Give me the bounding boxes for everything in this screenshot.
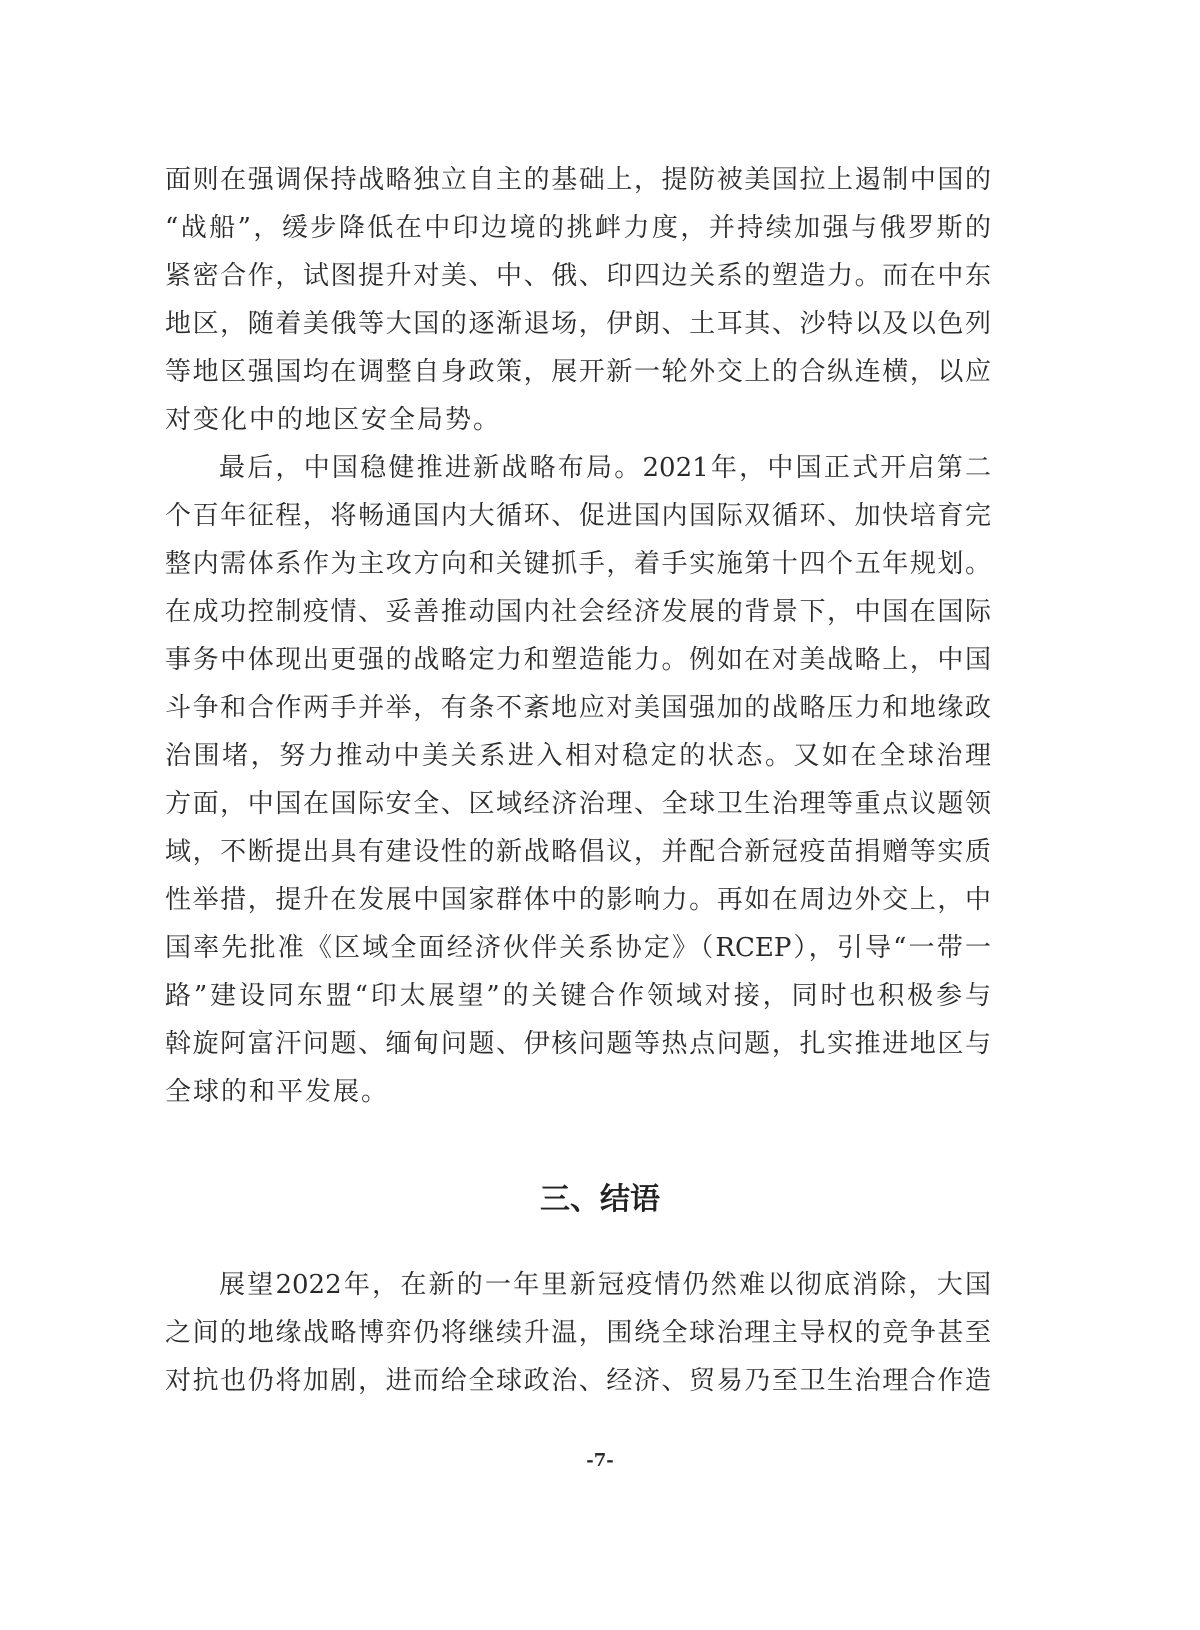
text-line: 斡旋阿富汗问题、缅甸问题、伊核问题等热点问题，扎实推进地区与 — [165, 1029, 991, 1059]
text-line: 等地区强国均在调整自身政策，展开新一轮外交上的合纵连横，以应 — [165, 357, 991, 387]
text-line: 域，不断提出具有建设性的新战略倡议，并配合新冠疫苗捐赠等实质 — [165, 837, 991, 867]
text-line: 治围堵，努力推动中美关系进入相对稳定的状态。又如在全球治理 — [165, 741, 991, 771]
text-line: 之间的地缘战略博弈仍将继续升温，围绕全球治理主导权的竞争甚至 — [165, 1318, 991, 1348]
text-line: 最后，中国稳健推进新战略布局。2021年，中国正式开启第二 — [219, 453, 991, 483]
text-line: 对变化中的地区安全局势。 — [165, 405, 502, 435]
text-line: 个百年征程，将畅通国内大循环、促进国内国际双循环、加快培育完 — [165, 501, 991, 531]
text-line: 在成功控制疫情、妥善推动国内社会经济发展的背景下，中国在国际 — [165, 597, 991, 627]
text-line: 国率先批准《区域全面经济伙伴关系协定》（RCEP），引导“一带一 — [165, 933, 991, 963]
text-line: 斗争和合作两手并举，有条不紊地应对美国强加的战略压力和地缘政 — [165, 693, 991, 723]
page-number: -7- — [586, 1450, 614, 1471]
text-line: 全球的和平发展。 — [165, 1077, 390, 1107]
text-line: 面则在强调保持战略独立自主的基础上，提防被美国拉上遏制中国的 — [165, 165, 991, 195]
text-line: 方面，中国在国际安全、区域经济治理、全球卫生治理等重点议题领 — [165, 789, 991, 819]
text-line: “战船”，缓步降低在中印边境的挑衅力度，并持续加强与俄罗斯的 — [165, 213, 991, 243]
text-line: 紧密合作，试图提升对美、中、俄、印四边关系的塑造力。而在中东 — [165, 261, 991, 291]
text-line: 路”建设同东盟“印太展望”的关键合作领域对接，同时也积极参与 — [165, 981, 991, 1011]
text-line: 展望2022年，在新的一年里新冠疫情仍然难以彻底消除，大国 — [219, 1270, 991, 1300]
text-line: 整内需体系作为主攻方向和关键抓手，着手实施第十四个五年规划。 — [165, 549, 991, 579]
section-heading: 三、结语 — [540, 1182, 660, 1217]
text-line: 对抗也仍将加剧，进而给全球政治、经济、贸易乃至卫生治理合作造 — [165, 1366, 991, 1396]
text-line: 事务中体现出更强的战略定力和塑造能力。例如在对美战略上，中国 — [165, 645, 991, 675]
text-line: 性举措，提升在发展中国家群体中的影响力。再如在周边外交上，中 — [165, 885, 991, 915]
text-line: 地区，随着美俄等大国的逐渐退场，伊朗、土耳其、沙特以及以色列 — [165, 309, 991, 339]
